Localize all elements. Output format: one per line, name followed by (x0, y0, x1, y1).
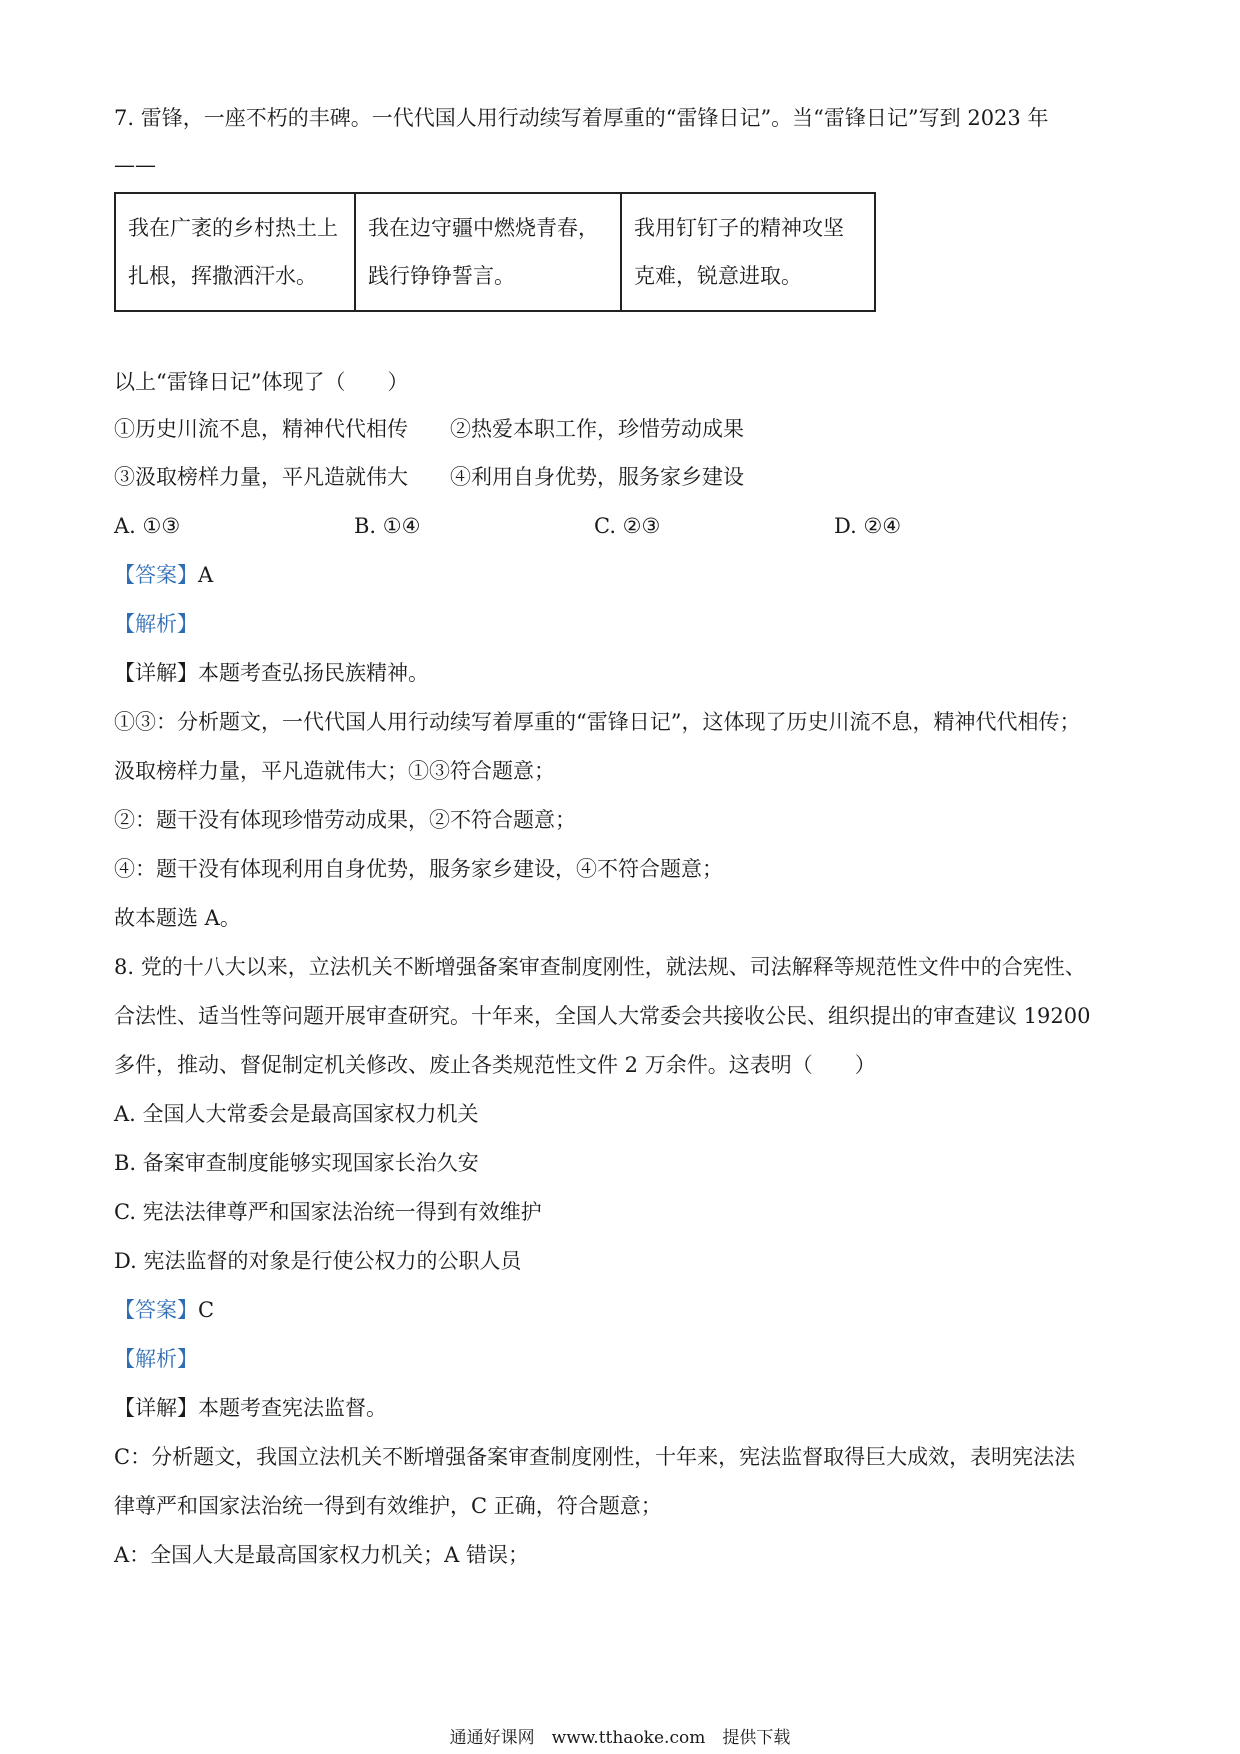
page-footer: 通通好课网 www.tthaoke.com 提供下载 (449, 1728, 791, 1748)
q7-detail-6: 故本题选 A。 (114, 906, 241, 930)
q8-detail-2: C：分析题文，我国立法机关不断增强备案审查制度刚性，十年来，宪法监督取得巨大成效，表明宪法法 (114, 1445, 1076, 1469)
q7-stem-line1: 7. 雷锋，一座不朽的丰碑。一代代国人用行动续写着厚重的“雷锋日记”。当“雷锋日记”写到 2023 年 (114, 106, 1049, 130)
q7-option-d: D. ②④ (834, 514, 902, 538)
q7-stem-line2: —— (114, 153, 156, 177)
q8-answer-tag: 【答案】 (114, 1298, 198, 1322)
q7-detail-4: ②：题干没有体现珍惜劳动成果，②不符合题意； (114, 808, 576, 832)
q7-detail-3: 汲取榜样力量，平凡造就伟大；①③符合题意； (114, 759, 555, 783)
q8-option-c: C. 宪法法律尊严和国家法治统一得到有效维护 (114, 1200, 542, 1224)
diary-cell-1: 我在广袤的乡村热土上扎根，挥撒洒汗水。 (115, 193, 355, 311)
q7-statement-2: ③汲取榜样力量，平凡造就伟大 ④利用自身优势，服务家乡建设 (114, 465, 744, 489)
lei-feng-diary-table (114, 192, 876, 312)
q7-answer: A (198, 563, 214, 587)
q7-answer-tag: 【答案】 (114, 563, 198, 587)
q8-detail-3: 律尊严和国家法治统一得到有效维护，C 正确，符合题意； (114, 1494, 662, 1518)
q7-option-a: A. ①③ (114, 514, 181, 538)
q8-stem-1: 8. 党的十八大以来，立法机关不断增强备案审查制度刚性，就法规、司法解释等规范性文件中的合宪性、 (114, 955, 1086, 979)
q8-option-a: A. 全国人大常委会是最高国家权力机关 (114, 1102, 479, 1126)
q7-analysis-tag: 【解析】 (114, 612, 198, 636)
q8-answer: C (198, 1298, 215, 1322)
q7-question: 以上“雷锋日记”体现了（ ） (114, 370, 409, 394)
q8-detail-1: 【详解】本题考查宪法监督。 (114, 1396, 387, 1420)
q8-option-b: B. 备案审查制度能够实现国家长治久安 (114, 1151, 479, 1175)
q8-option-d: D. 宪法监督的对象是行使公权力的公职人员 (114, 1249, 522, 1273)
diary-cell-2: 我在边守疆中燃烧青春，践行铮铮誓言。 (355, 193, 621, 311)
q7-detail-5: ④：题干没有体现利用自身优势，服务家乡建设，④不符合题意； (114, 857, 723, 881)
q8-answer-line (114, 1295, 214, 1325)
q8-stem-3: 多件，推动、督促制定机关修改、废止各类规范性文件 2 万余件。这表明（ ） (114, 1053, 876, 1077)
q7-options (114, 511, 1074, 541)
q7-option-b: B. ①④ (354, 514, 421, 538)
q7-statement-1: ①历史川流不息，精神代代相传 ②热爱本职工作，珍惜劳动成果 (114, 417, 744, 441)
q7-detail-1: 【详解】本题考查弘扬民族精神。 (114, 661, 429, 685)
diary-cell-3: 我用钉钉子的精神攻坚克难，锐意进取。 (621, 193, 875, 311)
q7-option-c: C. ②③ (594, 514, 661, 538)
q7-answer-line (114, 560, 213, 590)
q8-stem-2: 合法性、适当性等问题开展审查研究。十年来，全国人大常委会共接收公民、组织提出的审查建议 19200 (114, 1004, 1091, 1028)
q8-analysis-tag: 【解析】 (114, 1347, 198, 1371)
q7-detail-2: ①③：分析题文，一代代国人用行动续写着厚重的“雷锋日记”，这体现了历史川流不息，精神代代相传； (114, 710, 1081, 734)
q8-detail-4: A：全国人大是最高国家权力机关；A 错误； (114, 1543, 530, 1567)
